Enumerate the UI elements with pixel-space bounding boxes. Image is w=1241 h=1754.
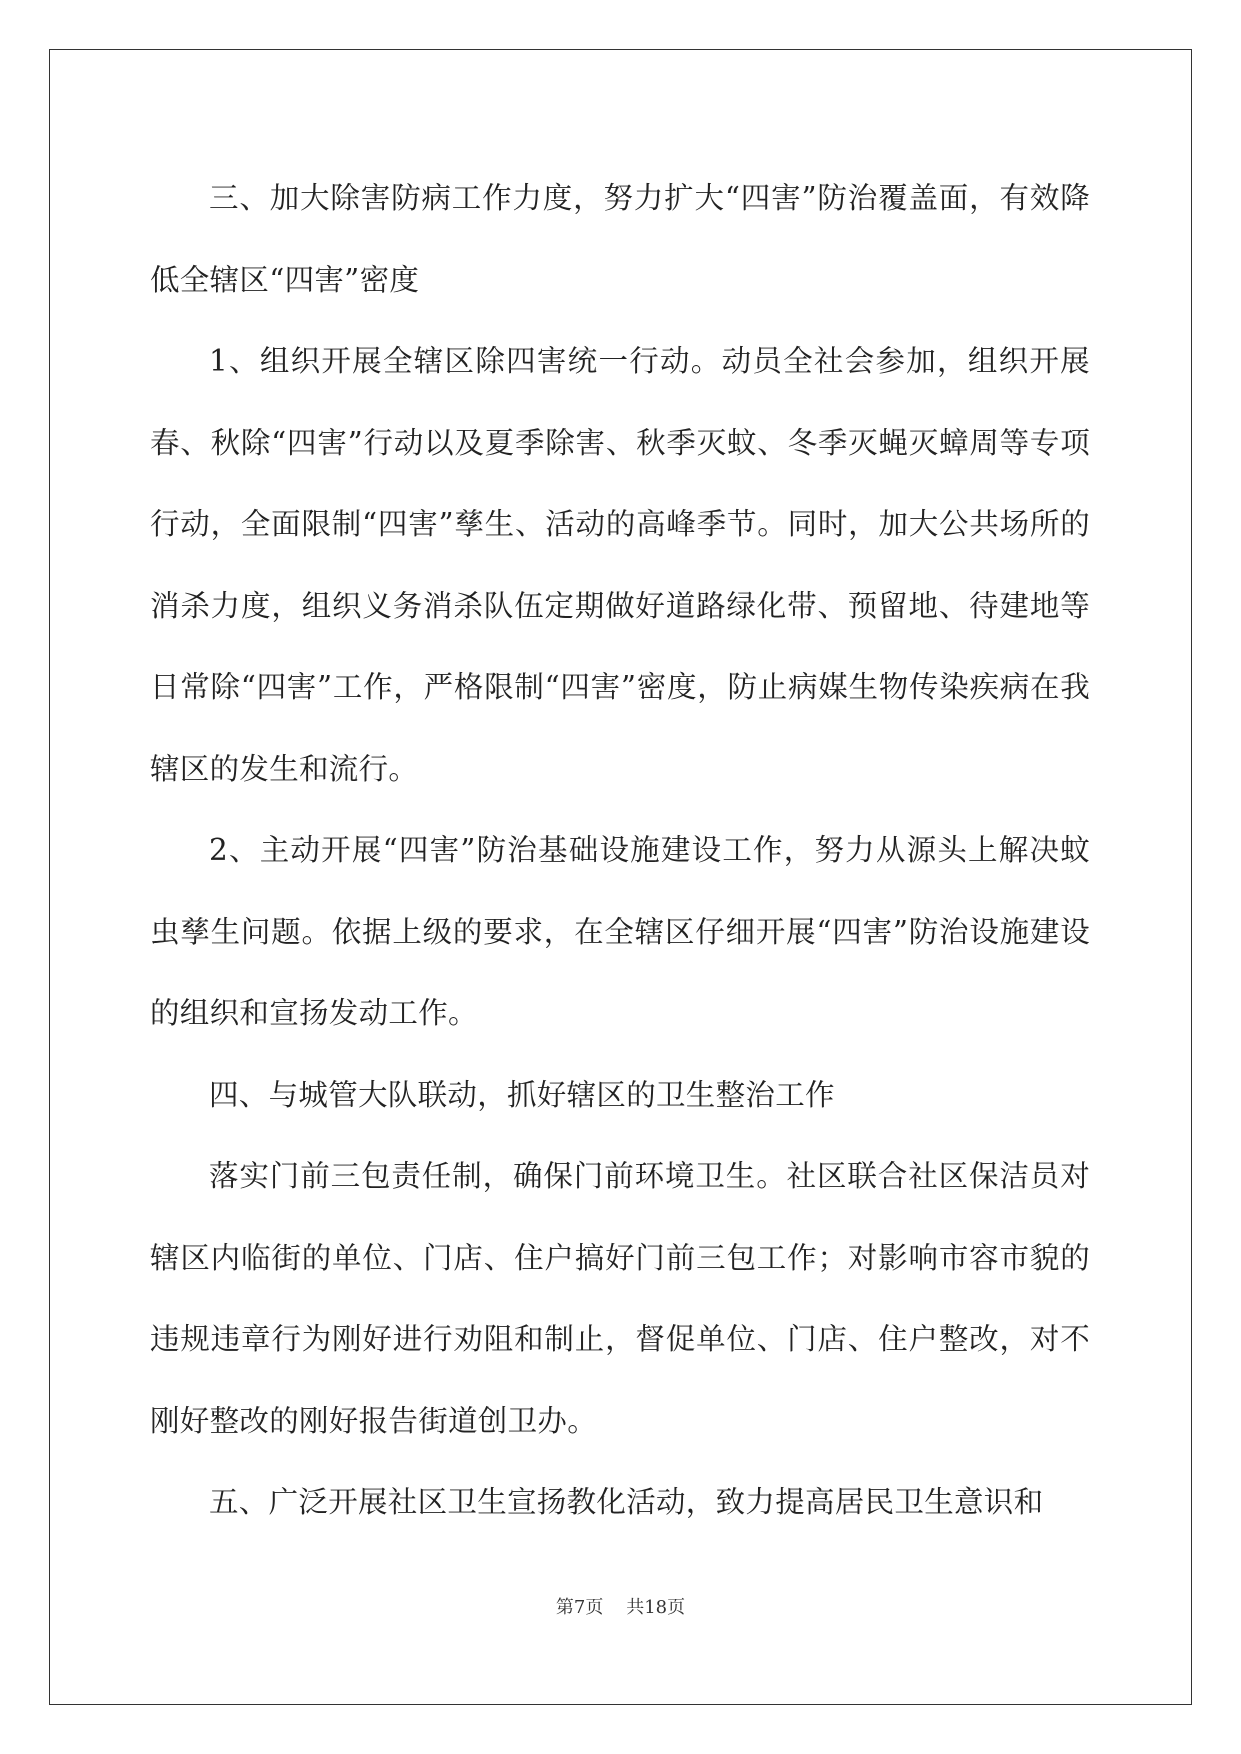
page-number: 第7页 xyxy=(555,1597,604,1618)
document-body xyxy=(150,158,1090,1544)
section-heading-5: 五、广泛开展社区卫生宣扬教化活动，致力提高居民卫生意识和 xyxy=(209,1485,1044,1519)
footer-gap xyxy=(603,1597,626,1618)
paragraph-item-1: 1、组织开展全辖区除四害统一行动。动员全社会参加，组织开展春、秋除“四害”行动以及夏季除害、秋季灭蚊、冬季灭蝇灭蟑周等专项行动，全面限制“四害”孳生、活动的高峰季节。同时，加大公共场所的消杀力度，组织义务消杀队伍定期做好道路绿化带、预留地、待建地等日常除“四害”工作，严格限制“四害”密度，防止病媒生物传染疾病在我辖区的发生和流行。 xyxy=(150,344,1090,786)
section-heading-4: 四、与城管大队联动，抓好辖区的卫生整治工作 xyxy=(209,1077,835,1112)
page-total: 共18页 xyxy=(626,1597,686,1618)
paragraph-sanitation: 落实门前三包责任制，确保门前环境卫生。社区联合社区保洁员对辖区内临街的单位、门店、住户搞好门前三包工作；对影响市容市貌的违规违章行为刚好进行劝阻和制止，督促单位、门店、住户整改，对不刚好整改的刚好报告街道创卫办。 xyxy=(150,1159,1090,1438)
paragraph-item-2: 2、主动开展“四害”防治基础设施建设工作，努力从源头上解决蚊虫孳生问题。依据上级的要求，在全辖区仔细开展“四害”防治设施建设的组织和宣扬发动工作。 xyxy=(150,833,1090,1030)
page-footer xyxy=(0,1593,1241,1619)
section-heading-3: 三、加大除害防病工作力度，努力扩大“四害”防治覆盖面，有效降低全辖区“四害”密度 xyxy=(150,181,1090,297)
